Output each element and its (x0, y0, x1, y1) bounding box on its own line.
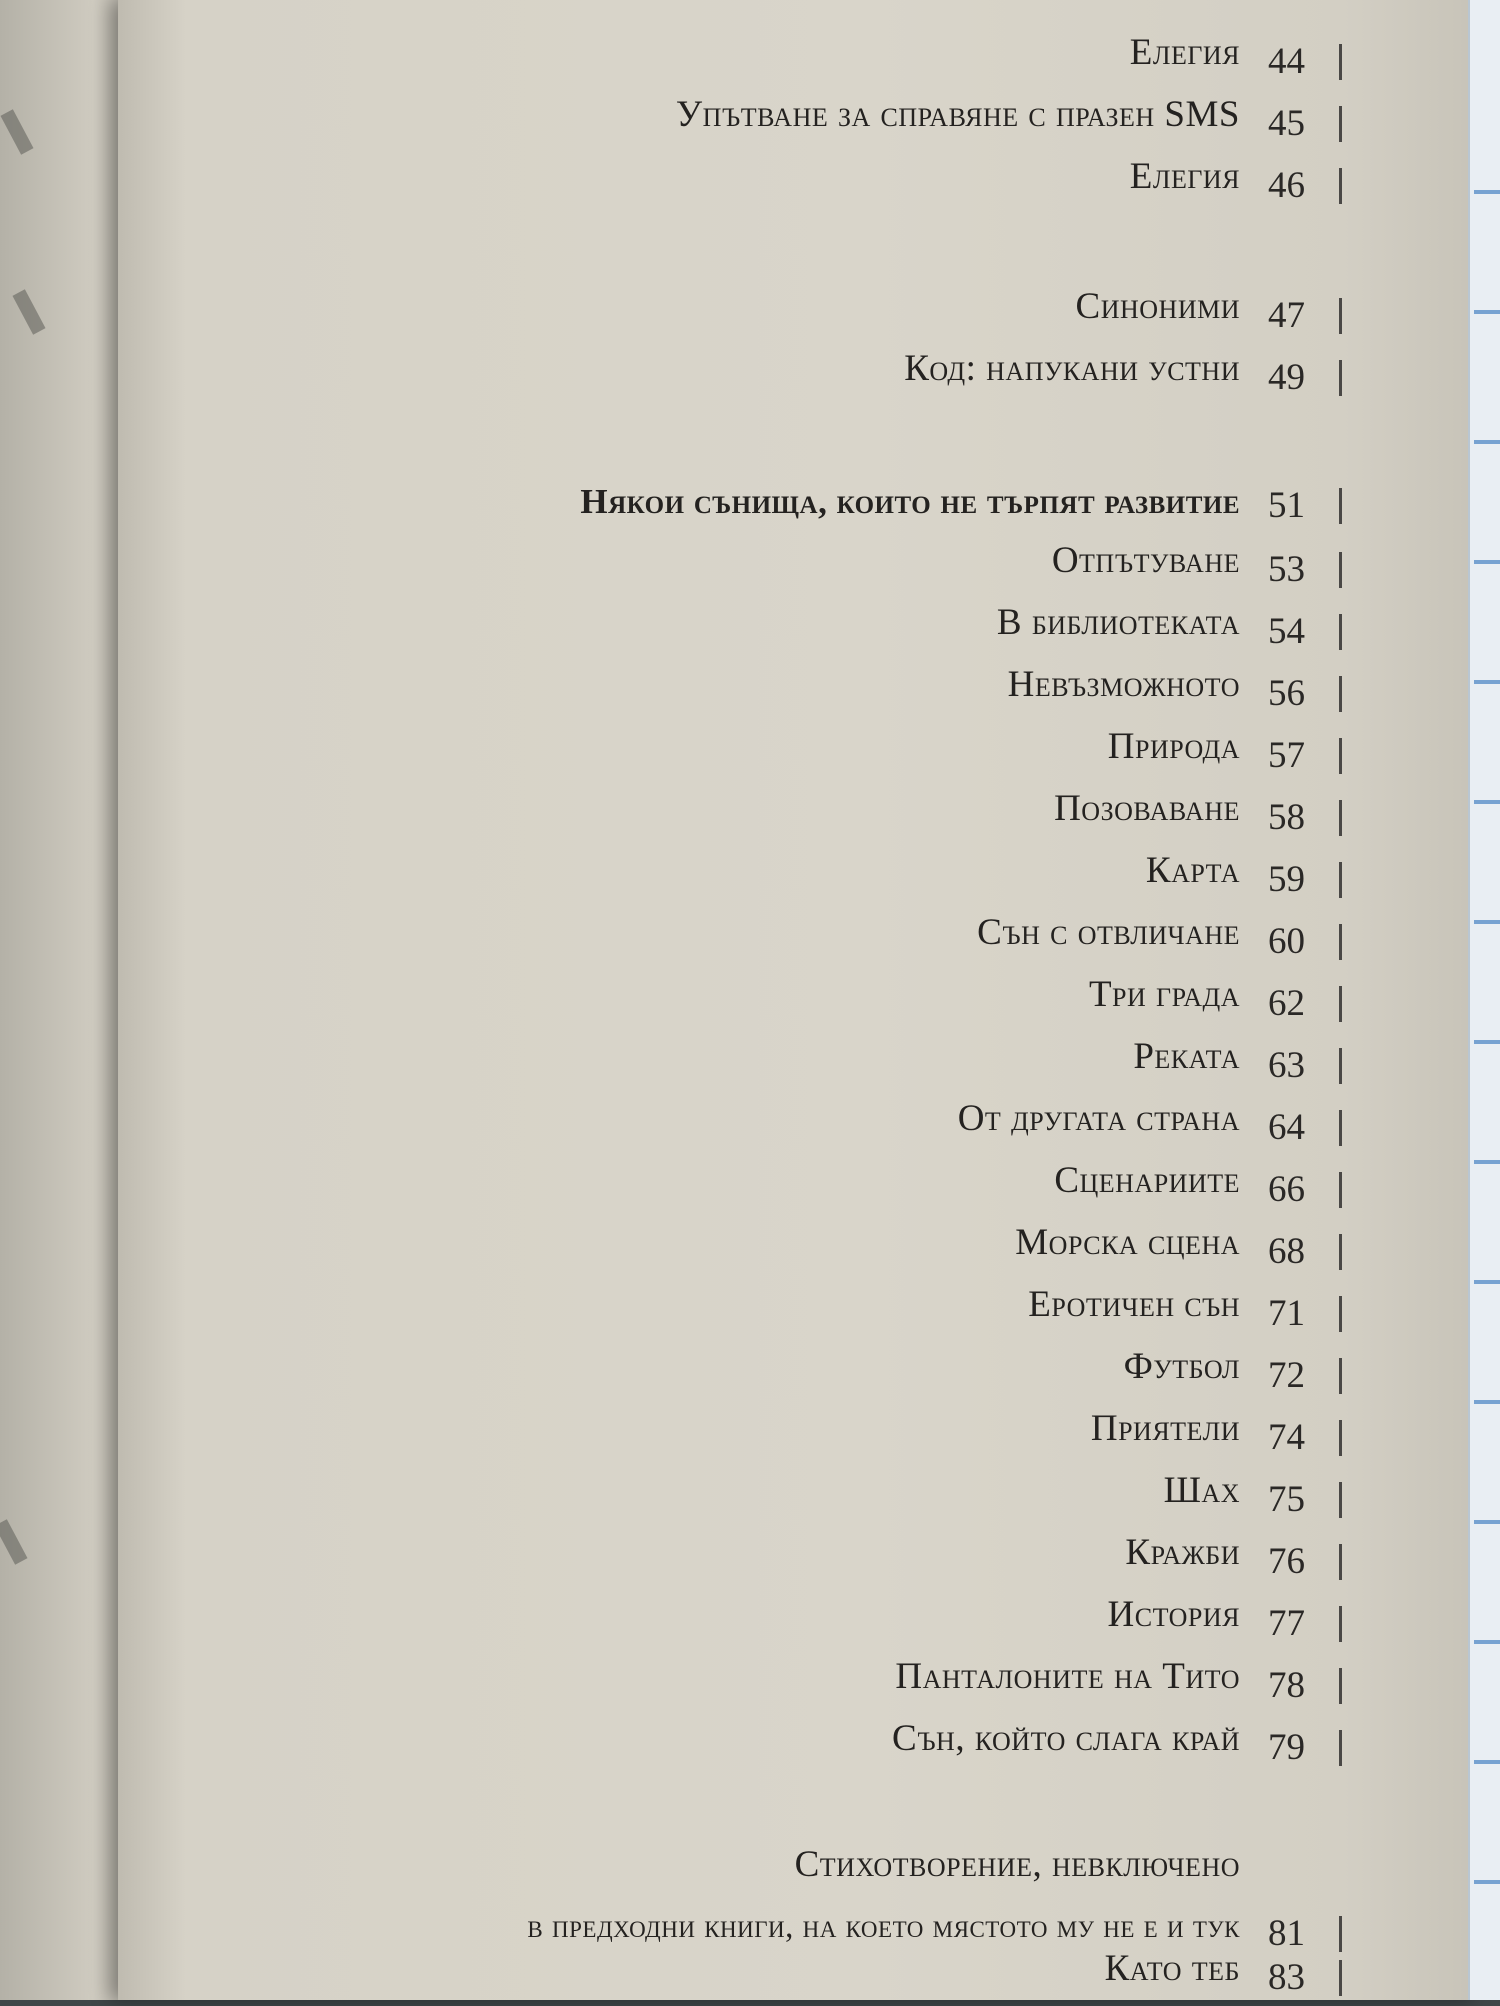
notebook-line (1474, 310, 1500, 314)
page-marker (1339, 1110, 1342, 1146)
page-marker (1339, 1730, 1342, 1766)
toc-entry-title: Футбол (1123, 1346, 1240, 1387)
toc-entry-page: 83 (1268, 1957, 1305, 1998)
page-marker (1339, 488, 1342, 524)
toc-entry-title: Упътване за справяне с празен SMS (675, 94, 1240, 135)
toc-entry (200, 28, 1240, 84)
page-marker (1339, 986, 1342, 1022)
toc-entry (200, 1714, 1240, 1770)
toc-entry-title: Карта (1145, 850, 1240, 891)
toc-entry-page: 64 (1268, 1107, 1305, 1148)
toc-entry (200, 90, 1240, 146)
toc-entry-page: 62 (1268, 983, 1305, 1024)
toc-entry-title: Приятели (1090, 1408, 1240, 1449)
toc-entry-page: 60 (1268, 921, 1305, 962)
page-marker (1339, 1048, 1342, 1084)
notebook-line (1474, 920, 1500, 924)
toc-entry (200, 660, 1240, 716)
toc-entry (200, 1094, 1240, 1150)
page-marker (1339, 738, 1342, 774)
notebook-line (1474, 1880, 1500, 1884)
toc-entry (200, 152, 1240, 208)
toc-entry-title: Еротичен сън (1028, 1284, 1240, 1325)
toc-entry-title: Природа (1107, 726, 1240, 767)
toc-entry (200, 784, 1240, 840)
toc-entry-title: Позоваване (1054, 788, 1240, 829)
toc-entry-title: Някои сънища, които не търпят развитие (580, 482, 1240, 521)
page-marker (1339, 44, 1342, 80)
toc-entry-title: Код: напукани устни (904, 348, 1240, 389)
toc-entry-page: 59 (1268, 859, 1305, 900)
toc-entry-title: в предходни книги, на което мястото му не е и тук (527, 1909, 1240, 1945)
toc-entry (200, 970, 1240, 1026)
notebook-line (1474, 1760, 1500, 1764)
toc-entry (200, 846, 1240, 902)
ink-mark (0, 1519, 28, 1564)
page-marker (1339, 862, 1342, 898)
toc-entry-title: Сън с отвличане (977, 912, 1240, 953)
toc-entry-page: 57 (1268, 735, 1305, 776)
toc-entry (200, 1404, 1240, 1460)
toc-entry-title: От другата страна (957, 1098, 1240, 1139)
notebook-edge (1468, 0, 1500, 2000)
toc-entry-page: 47 (1268, 295, 1305, 336)
toc-entry-page: 74 (1268, 1417, 1305, 1458)
ink-mark (12, 289, 45, 334)
notebook-line (1474, 1640, 1500, 1644)
toc-entry-title: Елегия (1129, 32, 1240, 73)
toc-entry (200, 1590, 1240, 1646)
page-marker (1339, 1668, 1342, 1704)
page-marker (1339, 552, 1342, 588)
toc-entry (200, 1218, 1240, 1274)
toc-entry (200, 536, 1240, 592)
notebook-line (1474, 440, 1500, 444)
toc-entry-page: 45 (1268, 103, 1305, 144)
toc-entry-page: 63 (1268, 1045, 1305, 1086)
toc-entry (200, 1528, 1240, 1584)
toc-entry (200, 476, 1240, 532)
toc-entry (200, 282, 1240, 338)
toc-entry-page: 66 (1268, 1169, 1305, 1210)
toc-entry-page: 78 (1268, 1665, 1305, 1706)
toc-entry-page: 68 (1268, 1231, 1305, 1272)
page-marker (1339, 1916, 1342, 1952)
page-marker (1339, 924, 1342, 960)
page-marker (1339, 168, 1342, 204)
toc-entry-page: 77 (1268, 1603, 1305, 1644)
toc-entry-page: 56 (1268, 673, 1305, 714)
toc-entry (200, 1156, 1240, 1212)
notebook-line (1474, 800, 1500, 804)
page-marker (1339, 1606, 1342, 1642)
toc-entry-title: Невъзможното (1007, 664, 1240, 705)
toc-entry (200, 1652, 1240, 1708)
notebook-line (1474, 1280, 1500, 1284)
page-marker (1339, 676, 1342, 712)
toc-entry-page: 58 (1268, 797, 1305, 838)
notebook-line (1474, 1040, 1500, 1044)
toc-entry (200, 1342, 1240, 1398)
notebook-line (1474, 1160, 1500, 1164)
page-marker (1339, 1482, 1342, 1518)
toc-entry-title: Сън, който слага край (892, 1718, 1240, 1759)
page-marker (1339, 614, 1342, 650)
toc-entry-page: 75 (1268, 1479, 1305, 1520)
toc-entry-title: Морска сцена (1015, 1222, 1240, 1263)
page-marker (1339, 1960, 1342, 1996)
toc-entry-title: Отпътуване (1051, 540, 1240, 581)
ink-mark (0, 109, 33, 154)
toc-entry (200, 1944, 1240, 2000)
toc-entry-title: Панталоните на Тито (895, 1656, 1240, 1697)
toc-entry-title: Като теб (1104, 1948, 1240, 1989)
notebook-line (1474, 1400, 1500, 1404)
page-marker (1339, 106, 1342, 142)
page-marker (1339, 1172, 1342, 1208)
page-marker (1339, 1296, 1342, 1332)
toc-entry-title: Сценариите (1054, 1160, 1240, 1201)
toc-entry-page: 72 (1268, 1355, 1305, 1396)
toc-entry (200, 598, 1240, 654)
page-marker (1339, 1234, 1342, 1270)
toc-entry-title: Стихотворение, невключено (794, 1844, 1240, 1885)
page-marker (1339, 800, 1342, 836)
toc-entry-page: 81 (1268, 1913, 1305, 1954)
toc-entry-title: Реката (1133, 1036, 1240, 1077)
toc-entry (200, 908, 1240, 964)
toc-entry (200, 1280, 1240, 1336)
page-marker (1339, 1420, 1342, 1456)
toc-entry-title: Три града (1088, 974, 1240, 1015)
notebook-line (1474, 560, 1500, 564)
toc-entry-page: 71 (1268, 1293, 1305, 1334)
toc-entry-page: 79 (1268, 1727, 1305, 1768)
toc-entry-page: 46 (1268, 165, 1305, 206)
page-marker (1339, 1358, 1342, 1394)
toc-entry-title: Кражби (1125, 1532, 1240, 1573)
toc-entry (200, 1032, 1240, 1088)
toc-entry (200, 344, 1240, 400)
notebook-line (1474, 190, 1500, 194)
page-marker (1339, 1544, 1342, 1580)
toc-entry (200, 722, 1240, 778)
toc-entry-page: 53 (1268, 549, 1305, 590)
toc-entry-title: История (1107, 1594, 1240, 1635)
toc-entry-page: 76 (1268, 1541, 1305, 1582)
toc-entry (200, 1840, 1240, 1896)
notebook-line (1474, 680, 1500, 684)
toc-entry-page: 51 (1268, 485, 1305, 526)
notebook-line (1474, 1520, 1500, 1524)
page-marker (1339, 298, 1342, 334)
page-marker (1339, 360, 1342, 396)
toc-entry-title: Шах (1163, 1470, 1240, 1511)
toc-entry-title: Синоними (1075, 286, 1240, 327)
toc-entry-title: Елегия (1129, 156, 1240, 197)
toc-entry-title: В библиотеката (996, 602, 1240, 643)
toc-entry-page: 49 (1268, 357, 1305, 398)
toc-entry-page: 54 (1268, 611, 1305, 652)
toc-entry-page: 44 (1268, 41, 1305, 82)
toc-entry (200, 1466, 1240, 1522)
